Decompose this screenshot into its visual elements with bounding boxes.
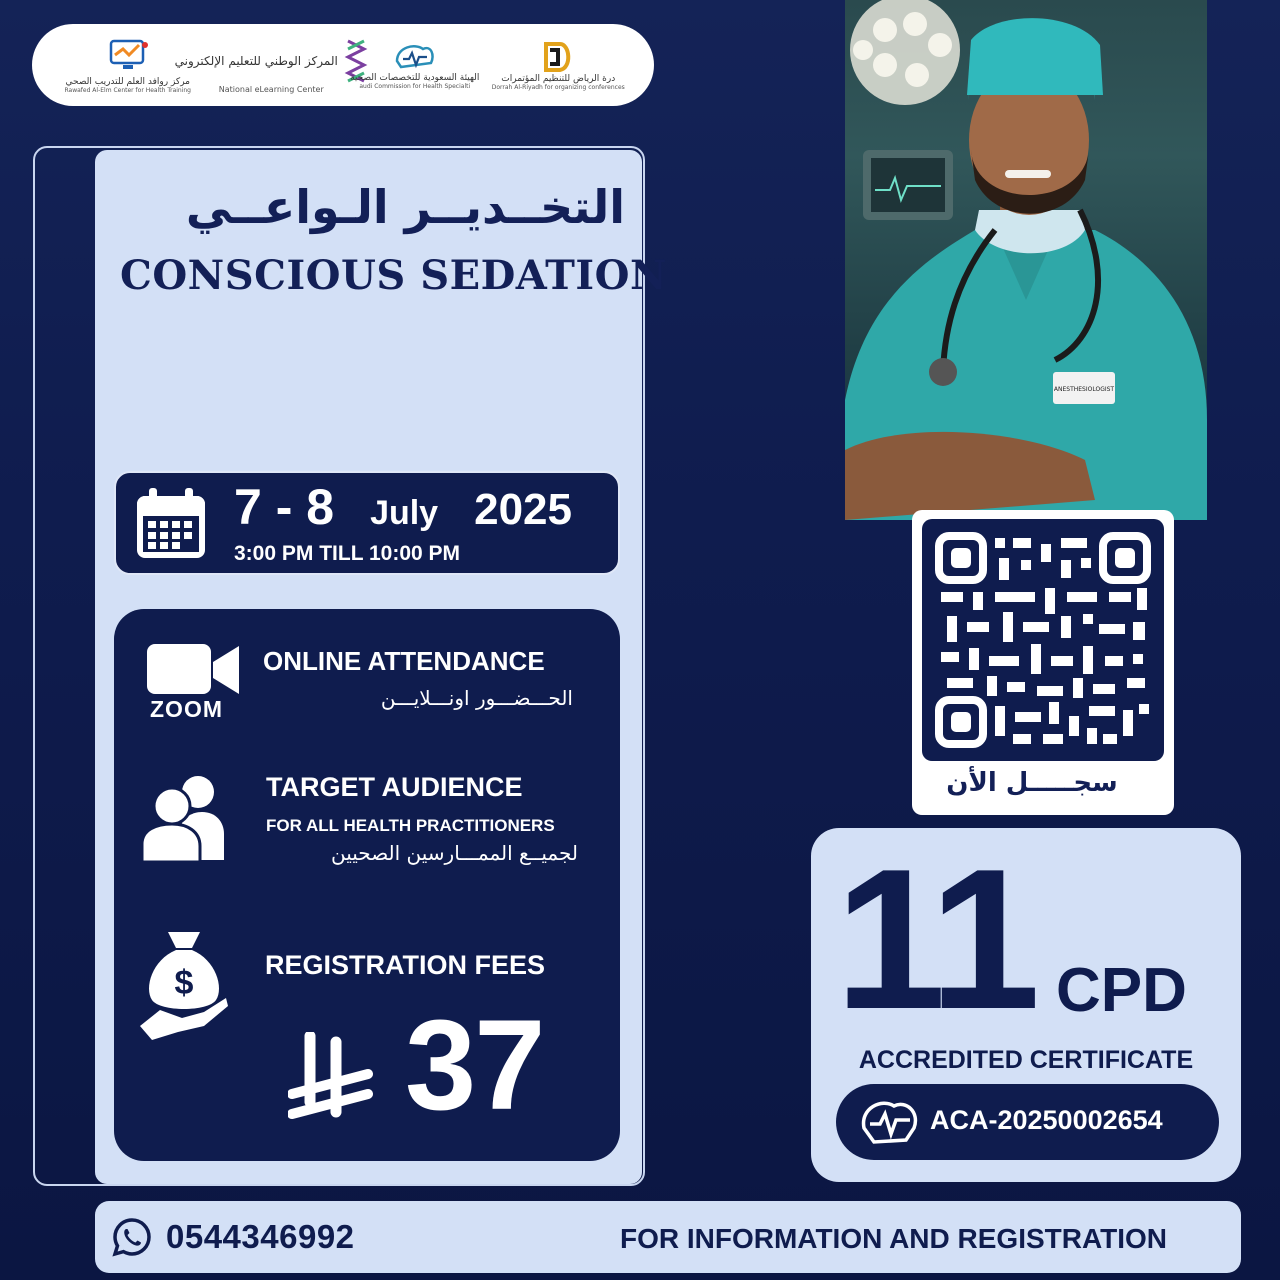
scfhs-heartbeat-icon <box>858 1094 922 1148</box>
cpd-label: CPD <box>1056 956 1187 1025</box>
attendance-title: ONLINE ATTENDANCE <box>263 646 545 676</box>
logo-nelc-en: National eLearning Center <box>218 84 324 94</box>
svg-text:$: $ <box>174 964 194 1002</box>
logo-dorrah-en: Dorrah Al-Riyadh for organizing conferences <box>491 83 625 91</box>
zoom-label: ZOOM <box>150 696 223 722</box>
logo-rawafed-ar: مركز روافد العلم للتدريب الصحي <box>65 76 190 87</box>
qr-code-icon[interactable] <box>933 530 1153 750</box>
logo-scfhs-ar: الهيئة السعودية للتخصصات الصحية <box>350 72 480 83</box>
rawafed-logo-icon <box>105 37 151 77</box>
fee-amount: 37 <box>405 994 544 1137</box>
scfhs-logo-icon <box>393 41 437 73</box>
money-bag-hand-icon <box>138 928 230 1046</box>
accreditation-code: ACA-20250002654 <box>930 1105 1163 1135</box>
zoom-camera-icon <box>145 642 241 698</box>
audience-subtitle-ar: لجميــع الممـــارسين الصحيين <box>330 841 578 865</box>
name-badge: ANESTHESIOLOGIST <box>1053 386 1115 393</box>
logo-scfhs <box>345 41 485 90</box>
anesthesiologist-illustration <box>845 0 1207 520</box>
partner-logos-bar <box>32 24 654 106</box>
accredited-certificate-label: ACCREDITED CERTIFICATE <box>858 1046 1194 1074</box>
logo-scfhs-en: audi Commission for Health Specialti <box>359 82 471 90</box>
date-line <box>234 478 572 536</box>
fees-title: REGISTRATION FEES <box>265 950 546 980</box>
logo-dorrah-ar: درة الرياض للتنظيم المؤتمرات <box>501 73 616 84</box>
register-now-label[interactable]: سجـــــل الأن <box>946 768 1118 798</box>
date-year: 2025 <box>474 485 572 534</box>
users-icon <box>140 770 228 862</box>
attendance-subtitle-ar: الحـــضـــور اونـــلايـــن <box>380 686 573 710</box>
logo-nelc-ar: المركز الوطني للتعليم الإلكتروني <box>174 53 338 68</box>
phone-number[interactable]: 0544346992 <box>166 1218 355 1255</box>
doctor-photo <box>845 0 1207 520</box>
cpd-hours: 11 <box>835 828 1035 1051</box>
calendar-icon <box>133 486 209 562</box>
date-time: 3:00 PM TILL 10:00 PM <box>234 542 461 565</box>
riyal-symbol-icon <box>288 1032 374 1122</box>
logo-dorrah <box>488 40 628 91</box>
audience-title: TARGET AUDIENCE <box>266 772 523 802</box>
date-days: 7 - 8 <box>234 479 335 535</box>
whatsapp-icon[interactable] <box>112 1217 152 1257</box>
logo-rawafed-en: Rawafed Al-Elm Center for Health Training <box>64 86 191 94</box>
date-month: July <box>370 494 439 532</box>
course-title-ar: التخــديــر الـواعــي <box>185 180 625 234</box>
dorrah-logo-icon <box>540 40 576 74</box>
logo-national-elearning <box>174 37 341 94</box>
info-registration-label: FOR INFORMATION AND REGISTRATION <box>620 1223 1167 1254</box>
course-title-en: CONSCIOUS SEDATION <box>120 252 668 299</box>
audience-subtitle-en: FOR ALL HEALTH PRACTITIONERS <box>266 816 555 835</box>
